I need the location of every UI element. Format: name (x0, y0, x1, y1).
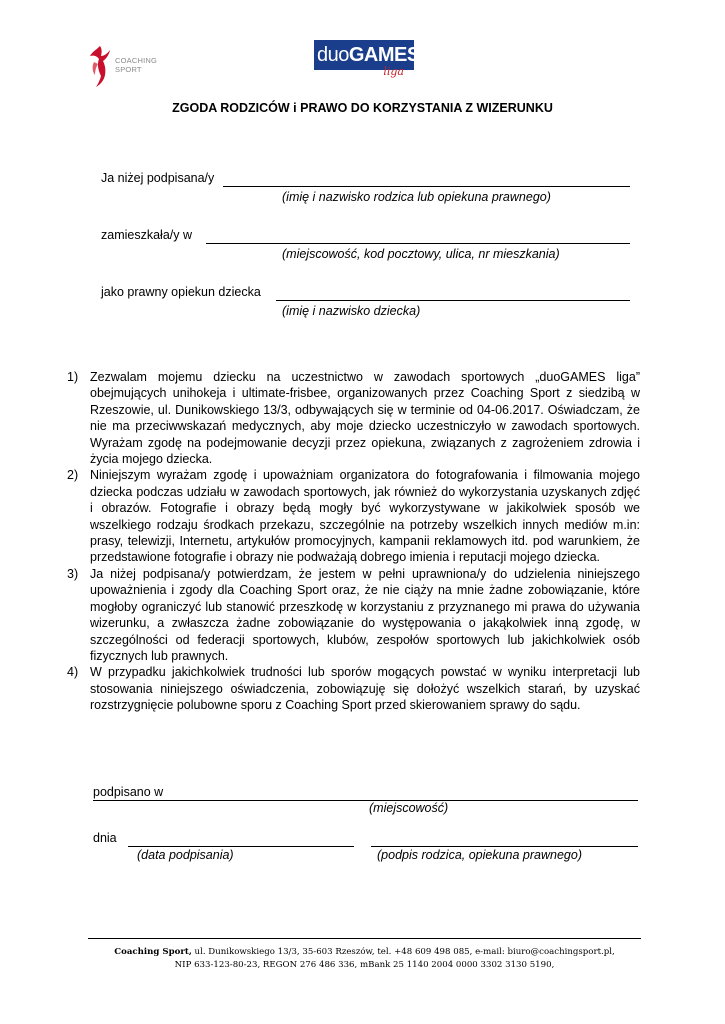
date-hint: (data podpisania) (137, 848, 234, 862)
child-name-line[interactable] (276, 300, 630, 301)
signer-label: Ja niżej podpisana/y (101, 171, 215, 185)
signature-hint: (podpis rodzica, opiekuna prawnego) (377, 848, 582, 862)
clause-number: 1) (67, 370, 79, 384)
date-line[interactable] (128, 846, 354, 847)
clause-text: Zezwalam mojemu dziecku na uczestnictwo w zawodach sportowych „duoGAMES liga” obejmujących unihokeja i ultimate-frisbee, organizowanych przez Coaching Sport z siedzibą w Rzeszowie, ul. Dunikowskiego 13/3, odbywających się w terminie od 04-06.2017. Oświadczam, że nie ma przeciwwskazań medycznych, aby moje dziecko uczestniczyło w zawodach sportowych. Wyrażam zgodę na podejmowanie decyzji przez opiekuna, związanych z zagrożeniem zdrowia i życia mojego dziecka. (90, 370, 640, 467)
signed-place-label: podpisano w (93, 785, 164, 799)
footer-divider (88, 938, 641, 939)
clause-text: Niniejszym wyrażam zgodę i upoważniam organizatora do fotografowania i filmowania mojego dziecka podczas udziału w zawodach sportowych, jak również do wykorzystania uzyskanych zdjęć i obrazów. Fotografie i obrazy będą mogły być wykorzystywane w jakikolwiek sposób we wszelkiego rodzaju środkach przekazu, szczególnie na potrzeby wszelkich innych mediów m.in: prasy, telewizji, Internetu, artykułów promocyjnych, kampanii reklamowych itd. pod warunkiem, że przedstawione fotografie i obrazy nie podważają dobrego imienia i reputacji mojego dziecka. (90, 468, 640, 565)
signer-name-line[interactable] (223, 186, 630, 187)
signature-line[interactable] (371, 846, 638, 847)
clause-number: 2) (67, 468, 79, 483)
coaching-sport-figure-icon (86, 44, 114, 88)
coaching-sport-logo-text (115, 56, 157, 74)
guardian-label: jako prawny opiekun dziecka (101, 285, 261, 299)
address-label: zamieszkała/y w (101, 228, 192, 242)
place-hint: (miejscowość) (369, 801, 449, 815)
consent-clauses (67, 369, 640, 714)
footer-line-1 (88, 946, 641, 959)
logo-text-line1: COACHING (115, 56, 158, 65)
clause-number: 4) (67, 665, 79, 680)
games-text: GAMES (348, 44, 420, 66)
address-hint: (miejscowość, kod pocztowy, ulica, nr mieszkania) (282, 247, 560, 261)
duo-text: duo (317, 44, 349, 66)
signer-hint: (imię i nazwisko rodzica lub opiekuna prawnego) (282, 190, 551, 204)
signed-place-line[interactable] (93, 800, 638, 801)
footer-company: Coaching Sport, (114, 947, 192, 957)
liga-text: liga (383, 65, 404, 78)
clause-item (67, 467, 640, 565)
duogames-liga-logo (314, 40, 420, 84)
guardian-hint: (imię i nazwisko dziecka) (282, 304, 421, 318)
clause-item (67, 369, 640, 467)
clause-text: W przypadku jakichkolwiek trudności lub sporów mogących powstać w wyniku interpretacji lub stosowania niniejszego oświadczenia, zobowiązuję się dołożyć wszelkich starań, by uzyskać rozstrzygnięcie polubowne sporu z Coaching Sport przed skierowaniem sprawy do sądu. (90, 665, 640, 713)
clause-text: Ja niżej podpisana/y potwierdzam, że jestem w pełni uprawniona/y do udzielenia niniejszego upoważnienia i zgody dla Coaching Sport oraz, że nie ciąży na mnie żadne zobowiązanie, które mogłoby ograniczyć lub stanowić przeszkodę w korzystaniu z przyznanego mi prawa do używania wizerunku, a zwłaszcza żadne zobowiązanie do występowania o jakąkolwiek inną zgodę, w szczególności od federacji sportowych, klubów, zespołów sportowych lub jakichkolwiek osób fizycznych lub prawnych. (90, 566, 640, 663)
clause-item (67, 566, 640, 664)
clause-number: 3) (67, 566, 79, 581)
address-line[interactable] (206, 243, 630, 244)
coaching-sport-logo (86, 44, 176, 88)
logo-text-line2: SPORT (115, 65, 142, 74)
footer-address: ul. Dunikowskiego 13/3, 35-603 Rzeszów, tel. +48 609 498 085, e-mail: biuro@coachingsport.pl, (191, 947, 615, 957)
document-title: ZGODA RODZICÓW i PRAWO DO KORZYSTANIA Z WIZERUNKU (172, 101, 553, 115)
footer-line-2: NIP 633-123-80-23, REGON 276 486 336, mBank 25 1140 2004 0000 3302 3130 5190, (174, 960, 555, 970)
date-label: dnia (93, 831, 117, 845)
clause-item (67, 664, 640, 713)
